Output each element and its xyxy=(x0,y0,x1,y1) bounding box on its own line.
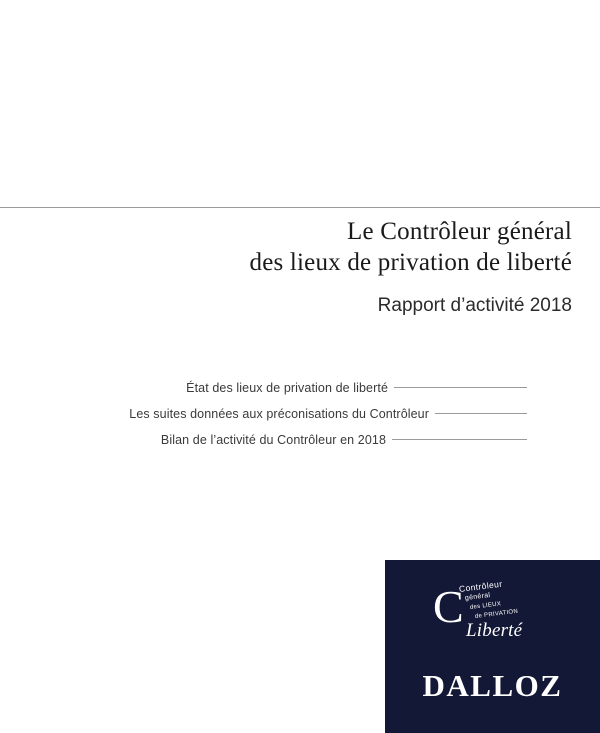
emblem-line-4: de PRIVATION xyxy=(474,608,519,620)
emblem-line-2: général xyxy=(464,591,491,602)
contents-trailing-rule-1 xyxy=(394,387,527,388)
emblem-line-3: des LIEUX xyxy=(469,601,502,611)
page-subtitle: Rapport d’activité 2018 xyxy=(377,295,572,316)
page-title-line-2: des lieux de privation de liberté xyxy=(249,249,572,276)
contents-trailing-rule-3 xyxy=(392,439,527,440)
publisher-block xyxy=(385,560,600,733)
contents-trailing-rule-2 xyxy=(435,413,527,414)
contents-list xyxy=(47,375,527,453)
contents-item-label-1: État des lieux de privation de liberté xyxy=(186,381,388,395)
emblem-line-5: Liberté xyxy=(466,620,523,641)
list-item xyxy=(47,401,527,427)
title-block xyxy=(52,216,572,318)
cglpl-emblem xyxy=(433,578,553,650)
list-item xyxy=(47,427,527,453)
contents-item-label-2: Les suites données aux préconisations du Contrôleur xyxy=(129,407,429,421)
publisher-logo: DALLOZ xyxy=(422,668,563,703)
emblem-line-1: Contrôleur xyxy=(458,578,503,594)
emblem-monogram-icon: C xyxy=(433,581,464,632)
list-item xyxy=(47,375,527,401)
header-divider xyxy=(0,207,600,208)
page-title-line-1: Le Contrôleur général xyxy=(347,218,572,245)
contents-item-label-3: Bilan de l’activité du Contrôleur en 2018 xyxy=(160,433,386,447)
